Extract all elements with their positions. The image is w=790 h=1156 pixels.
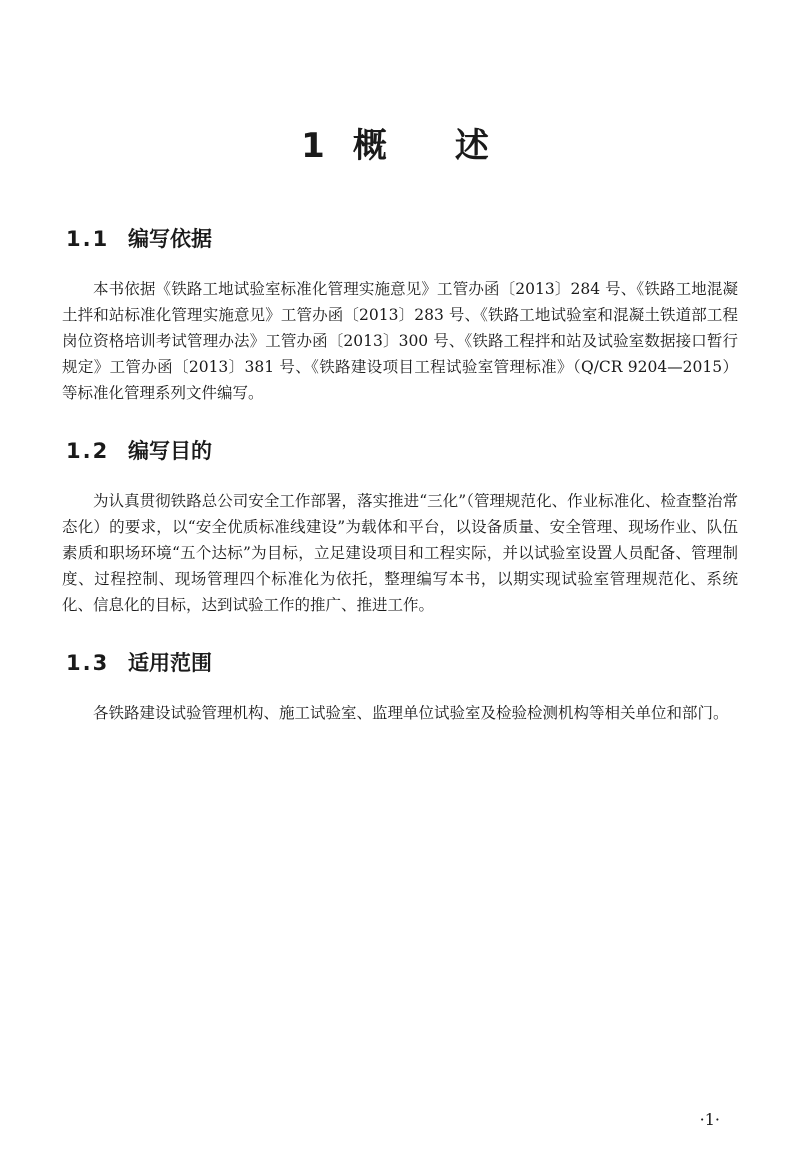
section-title: 编写目的: [128, 439, 212, 463]
section-title: 编写依据: [128, 227, 212, 251]
section-heading: [66, 434, 738, 468]
section-paragraph: 为认真贯彻铁路总公司安全工作部署，落实推进“三化”（管理规范化、作业标准化、检查整治常态化）的要求，以“安全优质标准线建设”为载体和平台，以设备质量、安全管理、现场作业、队伍素质和职场环境“五个达标”为目标，立足建设项目和工程实际，并以试验室设置人员配备、管理制度、过程控制、现场管理四个标准化为依托，整理编写本书，以期实现试验室管理规范化、系统化、信息化的目标，达到试验工作的推广、推进工作。: [62, 492, 738, 614]
chapter-title-char-1: 概: [352, 126, 387, 166]
section-paragraph: 各铁路建设试验管理机构、施工试验室、监理单位试验室及检验检测机构等相关单位和部门。: [93, 704, 729, 722]
section-basis: [62, 222, 738, 422]
section-number: 1.3: [66, 651, 110, 675]
chapter-title: [0, 118, 790, 167]
section-scope: [62, 646, 738, 742]
chapter-number: 1: [301, 126, 325, 166]
chapter-title-char-2: 述: [454, 126, 489, 166]
section-title: 适用范围: [128, 651, 212, 675]
section-heading: [66, 222, 738, 256]
section-paragraph: 本书依据《铁路工地试验室标准化管理实施意见》工管办函〔2013〕284 号、《铁路工地混凝土拌和站标准化管理实施意见》工管办函〔2013〕283 号、《铁路工地试验室和混凝土铁道部工程岗位资格培训考试管理办法》工管办函〔2013〕300 号、《铁路工程拌和站及试验室数据接口暂行规定》工管办函〔2013〕381 号、《铁路建设项目工程试验室管理标准》（Q/CR 9204—2015）等标准化管理系列文件编写。: [62, 280, 738, 402]
section-purpose: [62, 434, 738, 634]
section-number: 1.2: [66, 439, 110, 463]
section-number: 1.1: [66, 227, 110, 251]
section-heading: [66, 646, 738, 680]
page-number: ·1·: [699, 1110, 720, 1129]
